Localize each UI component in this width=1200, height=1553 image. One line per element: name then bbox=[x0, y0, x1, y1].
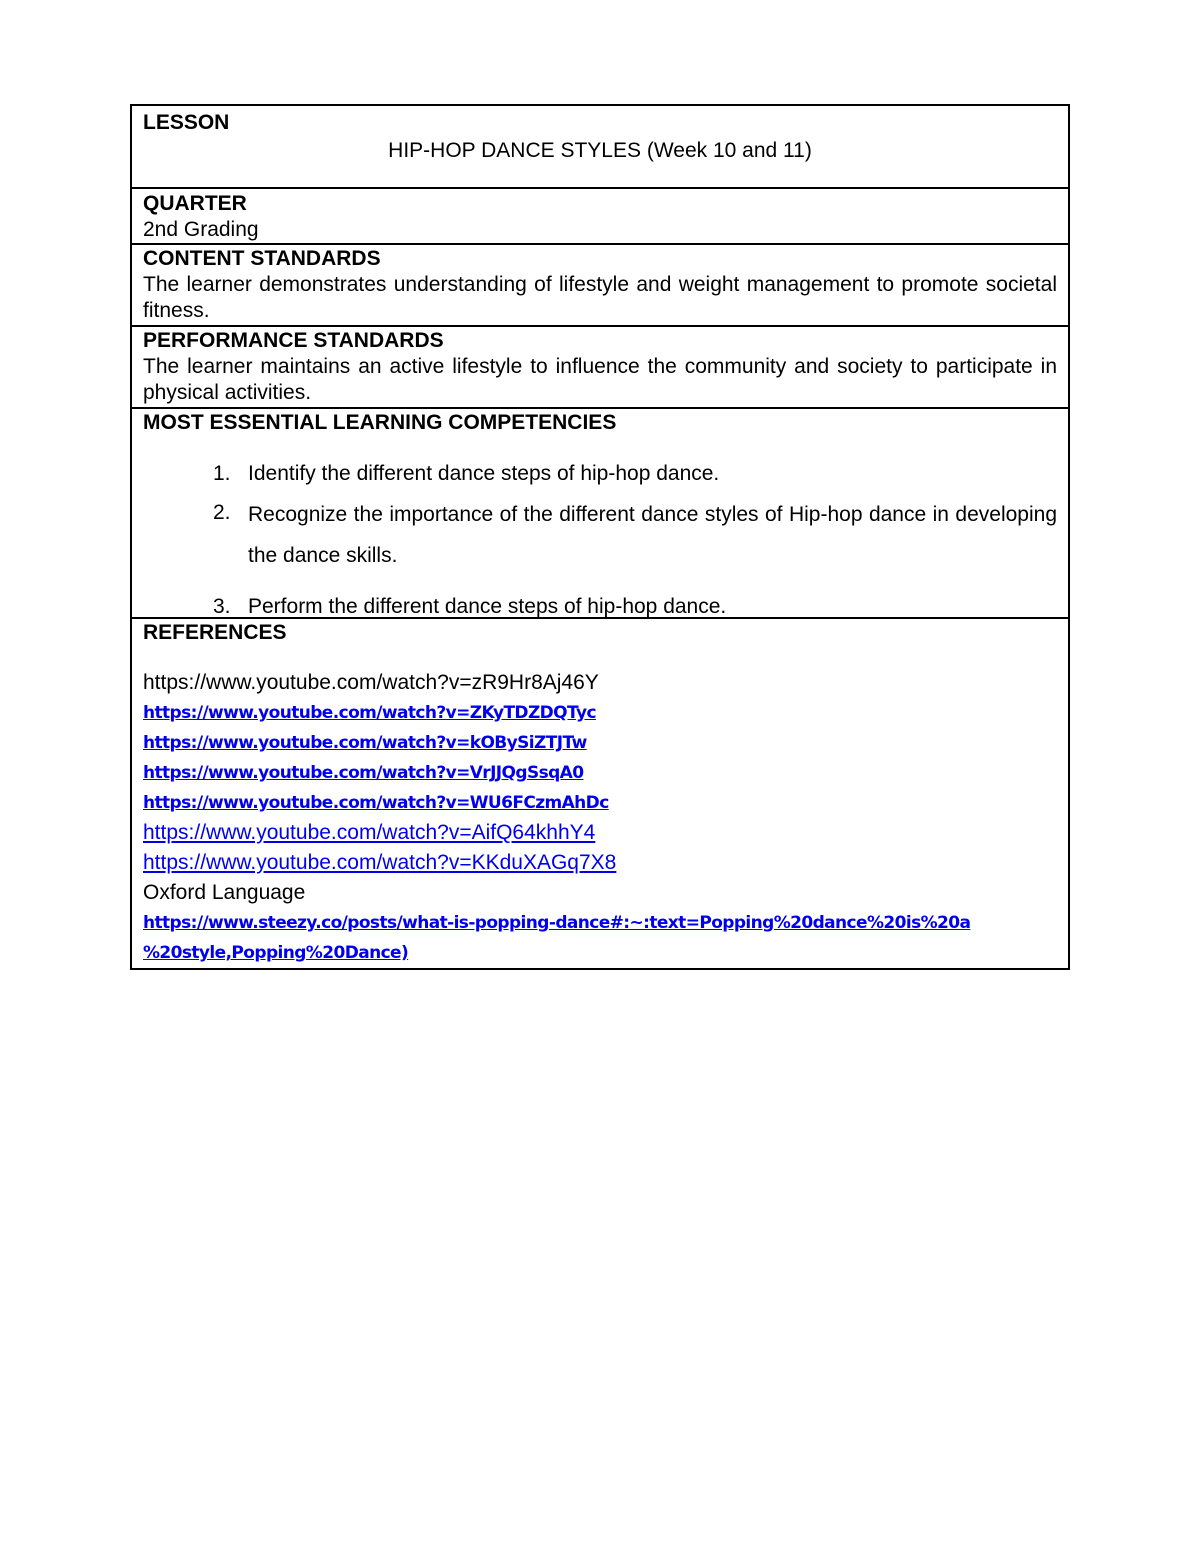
quarter-value: 2nd Grading bbox=[143, 218, 259, 241]
content-standards-row bbox=[132, 245, 1068, 327]
quarter-row bbox=[132, 189, 1068, 245]
competencies-list bbox=[143, 461, 1057, 620]
competency-text: Recognize the importance of the different dance styles of Hip-hop dance in developing the dance skills. bbox=[248, 503, 1057, 567]
reference-link[interactable]: https://www.youtube.com/watch?v=ZKyTDZDQTyc bbox=[143, 703, 596, 723]
reference-link[interactable]: https://www.youtube.com/watch?v=KKduXAGq7X8 bbox=[143, 851, 617, 874]
reference-link[interactable]: https://www.youtube.com/watch?v=VrJJQgSsqA0 bbox=[143, 763, 584, 783]
competency-item bbox=[143, 461, 1057, 487]
reference-link[interactable]: https://www.youtube.com/watch?v=WU6FCzmAhDc bbox=[143, 793, 609, 813]
lesson-title: HIP-HOP DANCE STYLES (Week 10 and 11) bbox=[388, 139, 812, 162]
competency-text: Identify the different dance steps of hip-hop dance. bbox=[248, 462, 720, 485]
competency-number: 3. bbox=[213, 595, 231, 618]
lesson-heading: LESSON bbox=[143, 111, 230, 134]
reference-link[interactable]: https://www.youtube.com/watch?v=AifQ64khhY4 bbox=[143, 821, 596, 844]
reference-link-steezy-line-2[interactable]: %20style,Popping%20Dance) bbox=[143, 943, 409, 963]
reference-text: Oxford Language bbox=[143, 881, 306, 904]
performance-standards-row bbox=[132, 327, 1068, 409]
content-standards-text: The learner demonstrates understanding of lifestyle and weight management to promote societal fitness. bbox=[143, 273, 1057, 322]
competency-text: Perform the different dance steps of hip-hop dance. bbox=[248, 595, 727, 618]
competencies-row bbox=[132, 409, 1068, 619]
competencies-heading: MOST ESSENTIAL LEARNING COMPETENCIES bbox=[143, 411, 617, 434]
lesson-plan-table bbox=[130, 104, 1070, 970]
competency-number: 1. bbox=[213, 462, 231, 485]
performance-standards-heading: PERFORMANCE STANDARDS bbox=[143, 329, 444, 352]
performance-standards-text: The learner maintains an active lifestyle to influence the community and society to participate in physical activities. bbox=[143, 355, 1057, 404]
quarter-heading: QUARTER bbox=[143, 192, 247, 215]
reference-text: https://www.youtube.com/watch?v=zR9Hr8Aj46Y bbox=[143, 671, 599, 694]
competency-item bbox=[143, 594, 1057, 620]
reference-link[interactable]: https://www.youtube.com/watch?v=kOBySiZTJTw bbox=[143, 733, 587, 753]
reference-link-steezy-line-1[interactable]: https://www.steezy.co/posts/what-is-popping-dance#:~:text=Popping%20dance%20is%20a bbox=[143, 913, 971, 933]
competency-number: 2. bbox=[213, 501, 231, 524]
content-standards-heading: CONTENT STANDARDS bbox=[143, 247, 381, 270]
competency-item bbox=[143, 494, 1057, 576]
lesson-row bbox=[132, 106, 1068, 189]
references-heading: REFERENCES bbox=[143, 621, 287, 644]
references-row bbox=[132, 619, 1068, 968]
